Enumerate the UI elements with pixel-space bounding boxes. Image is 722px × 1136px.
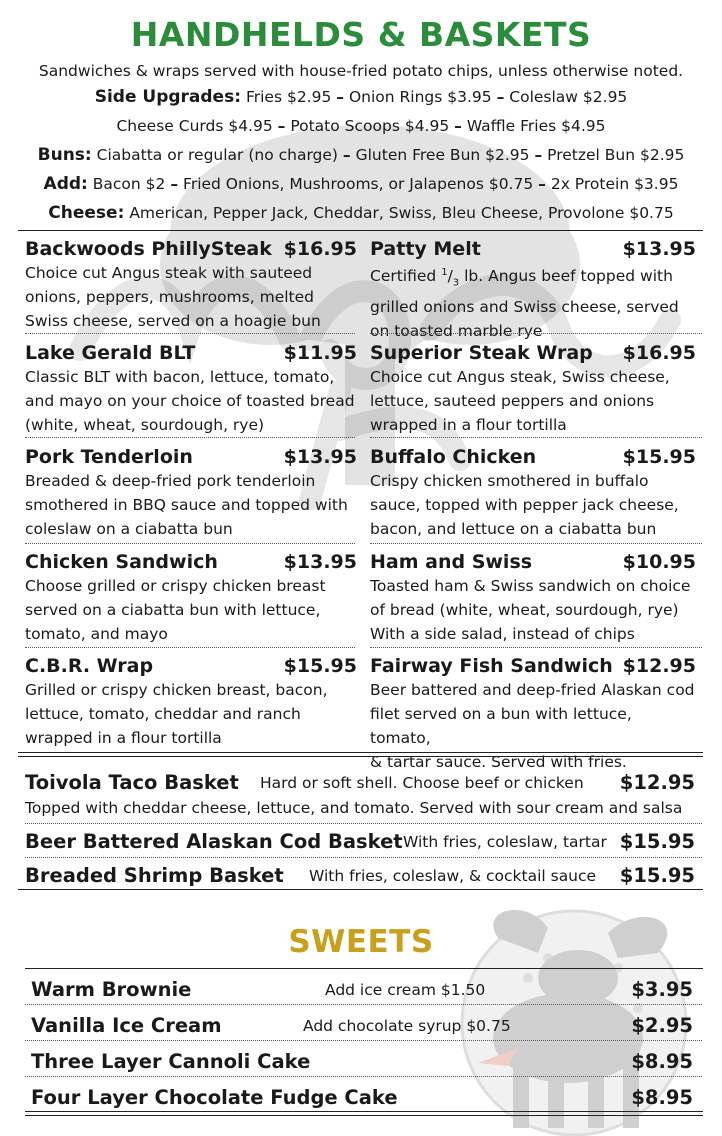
bun-option: Ciabatta or regular (no charge)	[96, 146, 338, 164]
separator: –	[336, 88, 345, 106]
item-price: $13.95	[283, 551, 357, 573]
basket-desc: Topped with cheddar cheese, lettuce, and tomato. Served with sour cream and salsa	[25, 799, 683, 817]
sweets-note: Add chocolate syrup $0.75	[303, 1017, 511, 1035]
item-desc-line: onions, peppers, mushrooms, melted	[25, 288, 314, 306]
item-name: Chicken Sandwich	[25, 551, 218, 573]
side-upgrade-option: Cheese Curds $4.95	[116, 117, 273, 135]
side-upgrade-option: Fries $2.95	[245, 88, 332, 106]
sweets-name: Four Layer Chocolate Fudge Cake	[31, 1086, 398, 1109]
menu-item	[370, 551, 696, 646]
basket-item	[25, 771, 695, 801]
item-divider	[370, 333, 702, 334]
item-divider	[25, 543, 355, 544]
item-name: Buffalo Chicken	[370, 446, 537, 468]
separator: –	[534, 146, 543, 164]
side-upgrades-line-2	[0, 117, 722, 135]
menu-item	[25, 551, 357, 646]
item-name: Ham and Swiss	[370, 551, 533, 573]
bun-option: Pretzel Bun $2.95	[547, 146, 685, 164]
buns-line	[0, 145, 722, 165]
item-desc-line: Certified $^1/_3$ lb. Angus beef topped with	[370, 267, 673, 289]
item-desc-line: (white, wheat, sourdough, rye)	[25, 416, 265, 434]
side-upgrade-option: Potato Scoops $4.95	[290, 117, 450, 135]
item-name: Fairway Fish Sandwich	[370, 655, 613, 677]
item-price: $12.95	[622, 655, 696, 677]
separator: –	[342, 146, 351, 164]
add-label: Add:	[43, 174, 88, 194]
basket-name: Toivola Taco Basket	[25, 771, 239, 794]
item-divider	[25, 857, 702, 858]
basket-note: With fries, coleslaw, & cocktail sauce	[309, 867, 597, 885]
section-divider	[25, 968, 703, 969]
item-desc-line: Swiss cheese, served on a hoagie bun	[25, 312, 321, 330]
cheese-label: Cheese:	[48, 203, 125, 223]
item-desc-line: wrapped in a flour tortilla	[25, 729, 222, 747]
item-desc-line: & tartar sauce. Served with fries.	[370, 753, 627, 771]
item-desc-line: served on a ciabatta bun with lettuce,	[25, 601, 321, 619]
item-divider	[25, 1040, 702, 1041]
item-desc-line: tomato, and mayo	[25, 625, 168, 643]
handhelds-title: HANDHELDS & BASKETS	[130, 15, 592, 54]
item-price: $10.95	[622, 551, 696, 573]
item-desc-line: of bread (white, wheat, sourdough, rye)	[370, 601, 679, 619]
basket-price: $12.95	[619, 771, 695, 794]
sweets-name: Three Layer Cannoli Cake	[31, 1050, 311, 1073]
sweets-price: $3.95	[631, 978, 693, 1001]
intro-text: Sandwiches & wraps served with house-fried potato chips, unless otherwise noted.	[38, 62, 684, 80]
item-desc-line: smothered in BBQ sauce and topped with	[25, 496, 348, 514]
item-desc-line: Beer battered and deep-fried Alaskan cod	[370, 681, 695, 699]
item-divider	[25, 823, 702, 824]
sweets-name: Vanilla Ice Cream	[31, 1014, 222, 1037]
item-desc-line: Crispy chicken smothered in buffalo	[370, 472, 649, 490]
item-price: $16.95	[283, 238, 357, 260]
separator: –	[170, 175, 179, 193]
item-price: $13.95	[283, 446, 357, 468]
cheese-line	[0, 203, 722, 223]
add-option: Fried Onions, Mushrooms, or Jalapenos $0.75	[183, 175, 534, 193]
section-divider-double	[25, 1111, 703, 1116]
item-desc-line: Choice cut Angus steak, Swiss cheese,	[370, 368, 670, 386]
separator: –	[454, 117, 462, 135]
side-upgrade-option: Onion Rings $3.95	[348, 88, 492, 106]
item-desc-line: Breaded & deep-fried pork tenderloin	[25, 472, 316, 490]
menu-item	[25, 238, 357, 333]
section-divider	[18, 889, 703, 890]
item-desc-line: grilled onions and Swiss cheese, served	[370, 298, 679, 317]
item-divider	[25, 333, 355, 334]
sweets-price: $8.95	[631, 1086, 693, 1109]
sweets-price: $2.95	[631, 1014, 693, 1037]
menu-item	[370, 342, 696, 437]
item-desc-line: With a side salad, instead of chips	[370, 625, 635, 643]
basket-item	[25, 830, 695, 860]
menu-item	[370, 446, 696, 541]
menu-item	[25, 342, 357, 437]
item-name: Lake Gerald BLT	[25, 342, 196, 364]
basket-note: Hard or soft shell. Choose beef or chicken	[260, 774, 584, 792]
item-desc-line: Grilled or crispy chicken breast, bacon,	[25, 681, 328, 699]
item-divider	[25, 1076, 702, 1077]
item-name: Patty Melt	[370, 238, 481, 260]
basket-price: $15.95	[619, 830, 695, 853]
item-desc-line: Choose grilled or crispy chicken breast	[25, 577, 326, 595]
side-upgrade-option: Coleslaw $2.95	[509, 88, 628, 106]
menu-item	[25, 655, 357, 750]
item-price: $15.95	[283, 655, 357, 677]
item-divider	[370, 647, 702, 648]
section-divider-double	[18, 752, 703, 757]
separator: –	[496, 88, 505, 106]
item-divider	[25, 437, 355, 438]
bun-option: Gluten Free Bun $2.95	[355, 146, 530, 164]
cheese-options: American, Pepper Jack, Cheddar, Swiss, Bleu Cheese, Provolone $0.75	[129, 204, 674, 222]
basket-price: $15.95	[619, 864, 695, 887]
basket-name: Beer Battered Alaskan Cod Basket	[25, 830, 403, 853]
item-name: Backwoods PhillySteak	[25, 238, 272, 260]
add-option: Bacon $2	[92, 175, 166, 193]
item-desc-line: sauce, topped with pepper jack cheese,	[370, 496, 679, 514]
item-desc-line: Classic BLT with bacon, lettuce, tomato,	[25, 368, 335, 386]
add-option: 2x Protein $3.95	[550, 175, 679, 193]
side-upgrades-line	[0, 87, 722, 107]
item-desc-line: coleslaw on a ciabatta bun	[25, 520, 233, 538]
side-upgrade-option: Waffle Fries $4.95	[466, 117, 606, 135]
item-divider	[370, 543, 702, 544]
item-desc-line: filet served on a bun with lettuce, tomato,	[370, 705, 632, 747]
separator: –	[538, 175, 546, 193]
item-name: C.B.R. Wrap	[25, 655, 154, 677]
sweets-name: Warm Brownie	[31, 978, 192, 1001]
item-desc-line: Toasted ham & Swiss sandwich on choice	[370, 577, 691, 595]
item-name: Pork Tenderloin	[25, 446, 193, 468]
item-desc-line: and mayo on your choice of toasted bread	[25, 392, 355, 410]
buns-label: Buns:	[37, 145, 92, 165]
item-price: $16.95	[622, 342, 696, 364]
item-divider	[25, 647, 355, 648]
item-divider	[25, 1004, 702, 1005]
item-desc-line: lettuce, tomato, cheddar and ranch	[25, 705, 301, 723]
menu-item	[370, 238, 696, 343]
basket-note: With fries, coleslaw, tartar	[403, 833, 607, 851]
item-desc-line: on toasted marble rye	[370, 322, 543, 341]
separator: –	[277, 117, 286, 135]
sweets-title: SWEETS	[288, 924, 434, 960]
item-price: $15.95	[622, 446, 696, 468]
basket-name: Breaded Shrimp Basket	[25, 864, 284, 887]
sweets-price: $8.95	[631, 1050, 693, 1073]
item-desc-line: lettuce, sauteed peppers and onions	[370, 392, 655, 410]
item-desc-line: bacon, and lettuce on a ciabatta bun	[370, 520, 657, 538]
item-price: $13.95	[622, 238, 696, 260]
item-desc-line: wrapped in a flour tortilla	[370, 416, 567, 434]
item-price: $11.95	[283, 342, 357, 364]
menu-item	[25, 446, 357, 541]
add-line	[0, 174, 722, 194]
sweets-note: Add ice cream $1.50	[325, 981, 486, 999]
item-name: Superior Steak Wrap	[370, 342, 593, 364]
item-divider	[370, 437, 702, 438]
side-upgrades-label: Side Upgrades:	[94, 87, 242, 107]
section-divider	[18, 230, 703, 231]
item-desc-line: Choice cut Angus steak with sauteed	[25, 264, 313, 282]
